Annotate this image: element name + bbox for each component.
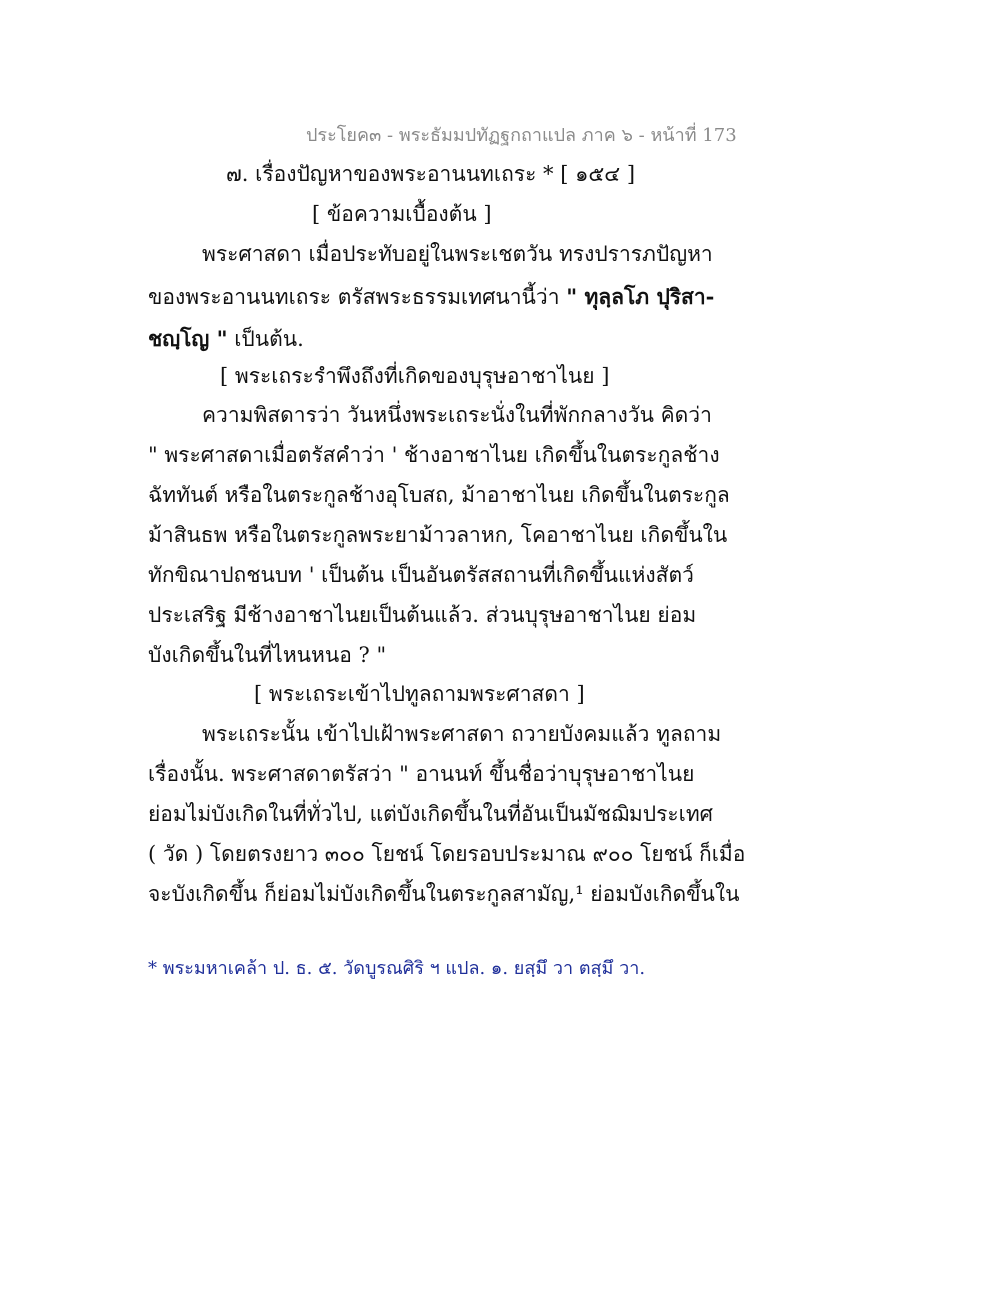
paragraph-2-line-7: บังเกิดขึ้นในที่ไหนหนอ ? " <box>148 643 387 667</box>
section-heading-intro: [ ข้อความเบื้องต้น ] <box>312 202 492 226</box>
paragraph-1-line-2-text: ของพระอานนทเถระ ตรัสพระธรรมเทศนานี้ว่า <box>148 285 567 309</box>
pali-quote-start: " ทุลฺลโภ ปุริสา- <box>566 284 715 309</box>
paragraph-1-line-3-text: เป็นต้น. <box>227 327 304 351</box>
paragraph-1-line-1: พระศาสดา เมื่อประทับอยู่ในพระเชตวัน ทรงปรารภปัญหา <box>202 242 713 266</box>
running-header: ประโยค๓ - พระธัมมปทัฏฐกถาแปล ภาค ๖ - หน้าที่ 173 <box>306 125 737 146</box>
paragraph-2-line-4: ม้าสินธพ หรือในตระกูลพระยาม้าวลาหก, โคอาชาไนย เกิดขึ้นใน <box>148 523 728 547</box>
paragraph-2-line-3: ฉัททันต์ หรือในตระกูลช้างอุโบสถ, ม้าอาชาไนย เกิดขึ้นในตระกูล <box>148 483 730 507</box>
paragraph-2-line-1: ความพิสดารว่า วันหนึ่งพระเถระนั่งในที่พักกลางวัน คิดว่า <box>202 403 712 427</box>
paragraph-3-line-5: จะบังเกิดขึ้น ก็ย่อมไม่บังเกิดขึ้นในตระกูลสามัญ,¹ ย่อมบังเกิดขึ้นใน <box>148 882 740 906</box>
pali-quote-end: ชญฺโญ " <box>148 326 228 351</box>
section-heading-question: [ พระเถระเข้าไปทูลถามพระศาสดา ] <box>254 682 585 706</box>
paragraph-3-line-2: เรื่องนั้น. พระศาสดาตรัสว่า " อานนท์ ขึ้นชื่อว่าบุรุษอาชาไนย <box>148 762 695 786</box>
paragraph-3-line-3: ย่อมไม่บังเกิดในที่ทั่วไป, แต่บังเกิดขึ้นในที่อันเป็นมัชฌิมประเทศ <box>148 802 714 826</box>
paragraph-2-line-6: ประเสริฐ มีช้างอาชาไนยเป็นต้นแล้ว. ส่วนบุรุษอาชาไนย ย่อม <box>148 603 697 627</box>
section-heading-reflection: [ พระเถระรำพึงถึงที่เกิดของบุรุษอาชาไนย ] <box>220 364 610 388</box>
paragraph-3-line-4: ( วัด ) โดยตรงยาว ๓๐๐ โยชน์ โดยรอบประมาณ ๙๐๐ โยชน์ ก็เมื่อ <box>148 842 746 866</box>
paragraph-3-line-1: พระเถระนั้น เข้าไปเฝ้าพระศาสดา ถวายบังคมแล้ว ทูลถาม <box>202 722 722 746</box>
paragraph-1-line-3 <box>148 325 304 353</box>
footnote: * พระมหาเคล้า ป. ธ. ๕. วัดบูรณศิริ ฯ แปล. ๑. ยสฺมึ วา ตสฺมึ วา. <box>148 958 646 979</box>
paragraph-2-line-2: " พระศาสดาเมื่อตรัสคำว่า ' ช้างอาชาไนย เกิดขึ้นในตระกูลช้าง <box>148 443 720 467</box>
paragraph-2-line-5: ทักขิณาปถชนบท ' เป็นต้น เป็นอันตรัสสถานที่เกิดขึ้นแห่งสัตว์ <box>148 563 694 587</box>
paragraph-1-line-2 <box>148 283 714 311</box>
story-title: ๗. เรื่องปัญหาของพระอานนทเถระ * [ ๑๕๔ ] <box>226 162 636 186</box>
